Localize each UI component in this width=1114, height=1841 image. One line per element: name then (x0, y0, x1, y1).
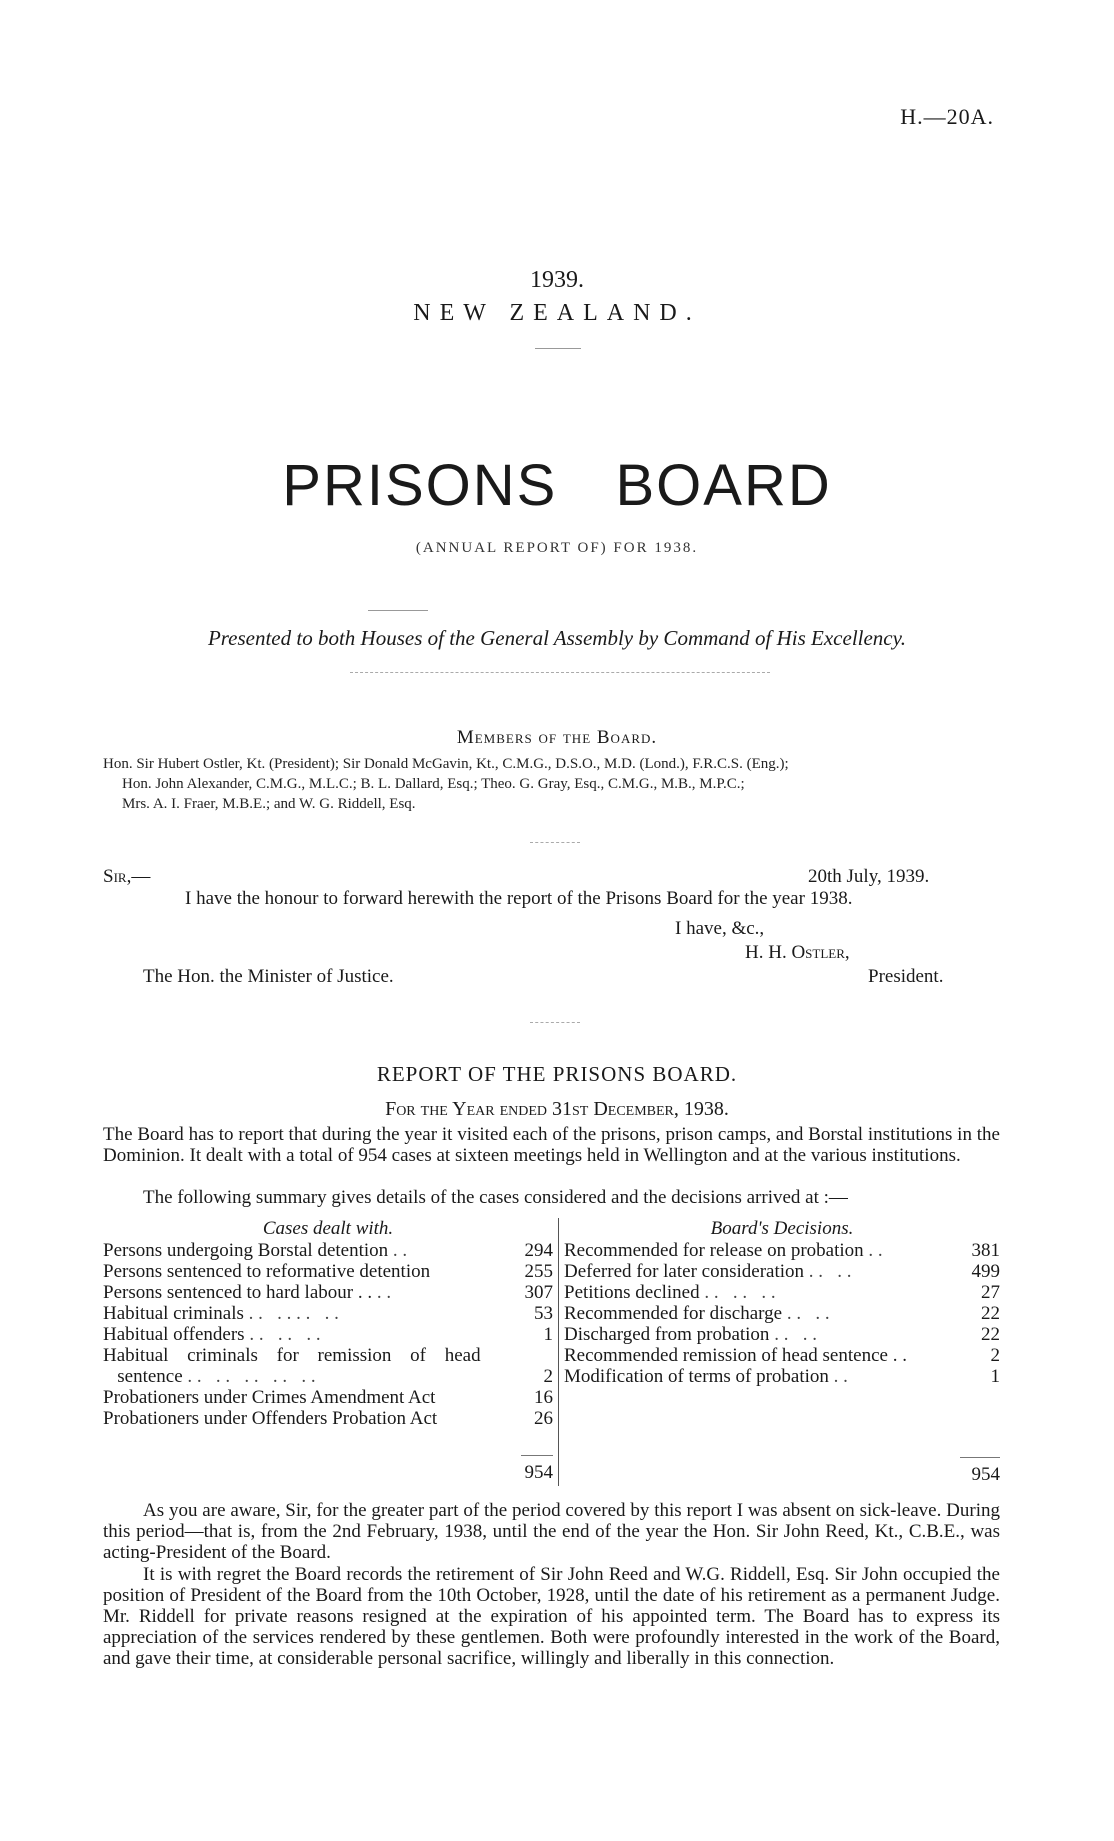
total-row (103, 1456, 553, 1484)
row-label: Discharged from probation (564, 1324, 770, 1345)
table-row (564, 1345, 1000, 1366)
leader-dots: . . (828, 1366, 848, 1387)
row-label: Persons undergoing Borstal detention (103, 1240, 389, 1261)
table-row (103, 1366, 553, 1387)
leader-dots: . . (863, 1240, 883, 1261)
document-reference: H.—20A. (900, 104, 994, 129)
row-label: Probationers under Offenders Probation Act (103, 1408, 438, 1429)
report-paragraph: The Board has to report that during the year it visited each of the prisons, prison camps, and Borstal institutions in the Dominion. It dealt with a total of 954 cases at sixteen meetings held in Wellington and at the various institutions. (103, 1124, 1000, 1166)
report-paragraph: The following summary gives details of the cases considered and the decisions arrived at :— (143, 1187, 848, 1208)
row-value: 16 (534, 1387, 553, 1408)
column-divider (558, 1218, 559, 1486)
members-line: Mrs. A. I. Fraer, M.B.E.; and W. G. Riddell, Esq. (122, 796, 416, 812)
letter-closing: I have, &c., (675, 918, 765, 939)
row-label: Recommended for discharge (564, 1303, 783, 1324)
signature: H. H. Ostler, (745, 942, 850, 963)
row-value: 2 (990, 1345, 1000, 1366)
leader-dots: . . . . (782, 1303, 830, 1324)
row-label: Modification of terms of probation (564, 1366, 829, 1387)
row-value: 1 (990, 1366, 1000, 1387)
letter-body: I have the honour to forward herewith the report of the Prisons Board for the year 1938. (185, 888, 853, 909)
salutation: Sir,— (103, 866, 151, 887)
page-subtitle: (ANNUAL REPORT OF) FOR 1938. (415, 540, 699, 556)
row-label: Deferred for later consideration (564, 1261, 805, 1282)
row-value: 294 (524, 1240, 553, 1261)
row-label: Habitual offenders (103, 1324, 245, 1345)
leader-dots: . . . . (769, 1324, 817, 1345)
table-row (564, 1261, 1000, 1282)
addressee: The Hon. the Minister of Justice. (143, 966, 394, 987)
row-label: Recommended for release on probation (564, 1240, 864, 1261)
decisions-heading: Board's Decisions. (710, 1218, 854, 1239)
row-label: Petitions declined (564, 1282, 700, 1303)
table-row (103, 1345, 553, 1366)
leader-dots: . . . . . . (699, 1282, 776, 1303)
decisions-total: 954 (971, 1464, 1000, 1485)
publication-year: 1939. (530, 267, 584, 293)
report-paragraph: As you are aware, Sir, for the greater part of the period covered by this report I was absent on sick-leave. During this period—that is, from the 2nd February, 1938, until the end of the year the Hon. Sir John Reed, Kt., C.B.E., was acting-President of the Board. (103, 1500, 1000, 1563)
cases-table (103, 1218, 553, 1483)
table-row (103, 1408, 553, 1429)
report-heading: REPORT OF THE PRISONS BOARD. (376, 1062, 738, 1086)
row-value: 53 (534, 1303, 553, 1324)
table-row (564, 1324, 1000, 1345)
row-value: 26 (534, 1408, 553, 1429)
row-value: 381 (971, 1240, 1000, 1261)
table-row (103, 1303, 553, 1324)
leader-dots: . . . . . . . . . . (182, 1366, 316, 1387)
table-row (564, 1366, 1000, 1387)
divider (350, 672, 770, 673)
table-row (103, 1240, 553, 1261)
members-line: Hon. John Alexander, C.M.G., M.L.C.; B. L. Dallard, Esq.; Theo. G. Gray, Esq., C.M.G., M.B., M.P.C.; (122, 776, 745, 792)
total-row (564, 1458, 1000, 1486)
row-label: sentence (103, 1366, 183, 1387)
decisions-table (564, 1218, 1000, 1485)
table-row (103, 1261, 553, 1282)
signature-title: President. (868, 966, 944, 987)
row-value: 2 (543, 1366, 553, 1387)
row-label: Habitual criminals (103, 1303, 244, 1324)
row-label: Persons sentenced to reformative detention (103, 1261, 431, 1282)
leader-dots: . . (372, 1282, 392, 1303)
divider (530, 842, 580, 843)
country-heading: NEW ZEALAND. (413, 300, 701, 326)
row-value: 499 (971, 1261, 1000, 1282)
cases-heading: Cases dealt with. (262, 1218, 394, 1239)
divider (535, 348, 581, 349)
leader-dots: . . . . (804, 1261, 852, 1282)
row-value: 255 (524, 1261, 553, 1282)
table-row (564, 1303, 1000, 1324)
members-line: Hon. Sir Hubert Ostler, Kt. (President); Sir Donald McGavin, Kt., C.M.G., D.S.O., M.D. (Lond.), F.R.C.S. (Eng.); (103, 756, 789, 772)
row-value: 22 (981, 1324, 1000, 1345)
letter-date: 20th July, 1939. (808, 866, 930, 887)
row-value: 22 (981, 1303, 1000, 1324)
row-label: Probationers under Crimes Amendment Act (103, 1387, 436, 1408)
leader-dots: . . . . . . (244, 1324, 321, 1345)
row-value: 307 (524, 1282, 553, 1303)
members-heading: Members of the Board. (456, 727, 658, 748)
report-subheading: For the Year ended 31st December, 1938. (385, 1098, 729, 1120)
leader-dots: . . (388, 1240, 408, 1261)
page-title: PRISONS BOARD (282, 453, 832, 518)
report-paragraph: It is with regret the Board records the retirement of Sir John Reed and W.G. Riddell, Esq. Sir John occupied the position of President of the Board from the 10th October, 1928, until the date of his retirement as a permanent Judge. Mr. Riddell for private reasons resigned at the expiration of his appointed term. The Board has to express its appreciation of the services rendered by these gentlemen. Both were profoundly interested in the work of the Board, and gave their time, at considerable personal sacrifice, willingly and liberally in this connection. (103, 1564, 1000, 1669)
leader-dots: . . . . . . . . (243, 1303, 339, 1324)
summary-tables (103, 1218, 1000, 1488)
row-value: 1 (543, 1324, 553, 1345)
row-value (521, 1345, 553, 1366)
row-label: Persons sentenced to hard labour . . (103, 1282, 373, 1303)
table-row (564, 1240, 1000, 1261)
table-row (103, 1324, 553, 1345)
table-row (103, 1282, 553, 1303)
divider (530, 1022, 580, 1023)
row-value: 27 (981, 1282, 1000, 1303)
row-label: Habitual criminals for remission of head (103, 1345, 481, 1366)
table-row (564, 1282, 1000, 1303)
presentation-note: Presented to both Houses of the General Assembly by Command of His Excellency. (207, 626, 907, 650)
cases-total: 954 (524, 1462, 553, 1483)
table-row (103, 1387, 553, 1408)
divider (368, 610, 428, 611)
row-label: Recommended remission of head sentence . . (564, 1345, 907, 1366)
